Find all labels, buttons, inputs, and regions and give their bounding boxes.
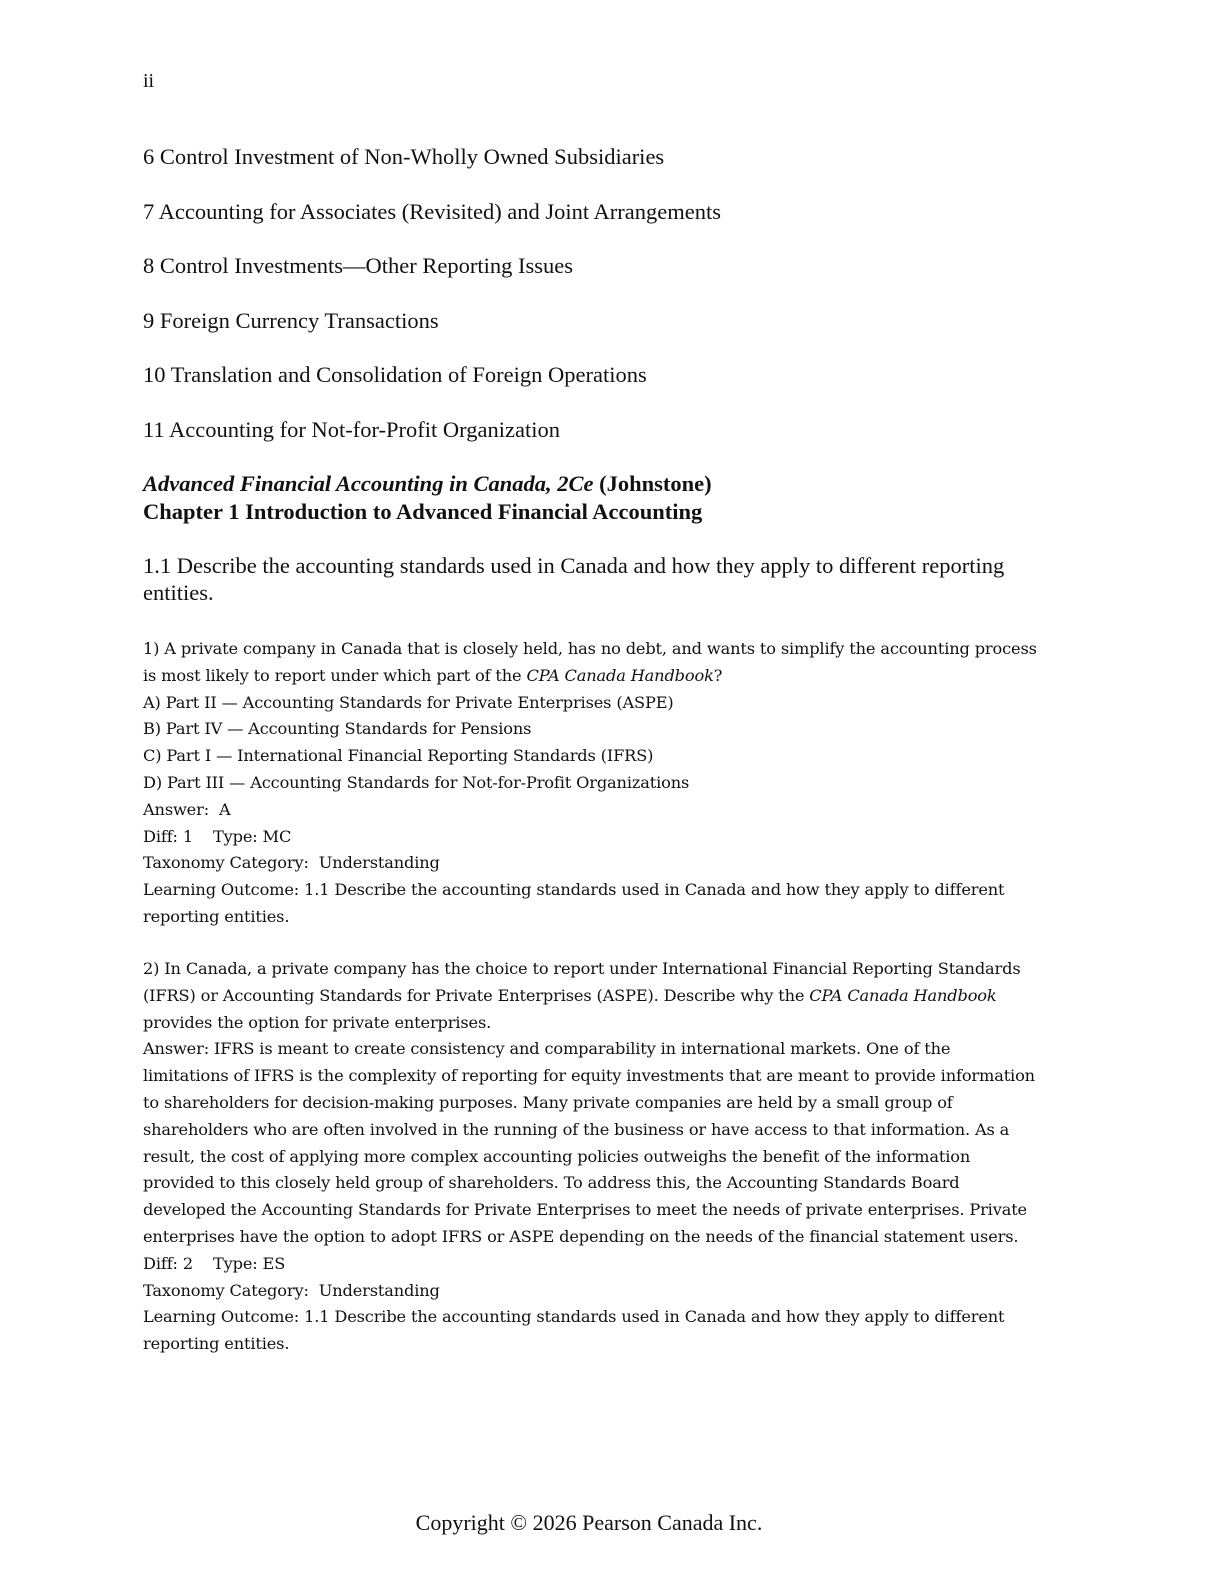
- handbook-reference: CPA Canada Handbook: [526, 665, 714, 685]
- difficulty-type: Diff: 1 Type: MC: [143, 826, 292, 846]
- taxonomy: Taxonomy Category: Understanding: [143, 1280, 440, 1300]
- stem-text-end: provides the option for private enterprises.: [143, 1012, 492, 1032]
- learning-outcome: Learning Outcome: 1.1 Describe the accounting standards used in Canada and how they apply to different reporting entities.: [143, 1307, 1005, 1354]
- difficulty-type: Diff: 2 Type: ES: [143, 1253, 286, 1273]
- page-number: ii: [143, 70, 155, 92]
- toc-item: 8 Control Investments—Other Reporting Issues: [143, 253, 573, 278]
- table-of-contents: [143, 140, 1083, 467]
- toc-item: 11 Accounting for Not-for-Profit Organization: [143, 416, 560, 442]
- chapter-heading: [143, 470, 1083, 526]
- learning-objective: 1.1 Describe the accounting standards used in Canada and how they apply to different reporting entities.: [143, 553, 1005, 605]
- taxonomy: Taxonomy Category: Understanding: [143, 853, 440, 873]
- stem-text: 2) In Canada, a private company has the choice to report under International Financial Reporting Standards (IFRS) or Accounting Standards for Private Enterprises (ASPE). Describe why the: [143, 959, 1021, 1005]
- option-b: B) Part IV — Accounting Standards for Pensions: [143, 719, 532, 739]
- question-1: [143, 636, 1038, 931]
- question-stem: [143, 636, 1038, 690]
- book-title: Advanced Financial Accounting in Canada, 2Ce: [143, 471, 594, 496]
- option-c: C) Part I — International Financial Reporting Standards (IFRS): [143, 746, 654, 766]
- answer: Answer: IFRS is meant to create consistency and comparability in international markets. One of the limitations of IFRS is the complexity of reporting for equity investments that are meant to provide information to shareholders for decision-making purposes. Many private companies are held by a small group of shareholders who are often involved in the running of the business or have access to that information. As a result, the cost of applying more complex accounting policies outweighs the benefit of the information provided to this closely held group of shareholders. To address this, the Accounting Standards Board developed the Accounting Standards for Private Enterprises to meet the needs of private enterprises. Private enterprises have the option to adopt IFRS or ASPE depending on the needs of the financial statement users.: [143, 1039, 1035, 1246]
- toc-item: 6 Control Investment of Non-Wholly Owned Subsidiaries: [143, 144, 665, 169]
- option-a: A) Part II — Accounting Standards for Private Enterprises (ASPE): [143, 692, 674, 712]
- chapter-title: Chapter 1 Introduction to Advanced Financial Accounting: [143, 499, 703, 524]
- stem-text-end: ?: [713, 665, 723, 685]
- book-title-line: [143, 470, 1083, 498]
- stem-text: 1) A private company in Canada that is closely held, has no debt, and wants to simplify the accounting process is most likely to report under which part of the: [143, 639, 1037, 685]
- toc-item: 9 Foreign Currency Transactions: [143, 307, 439, 333]
- answer: Answer: A: [143, 799, 231, 819]
- copyright-footer: Copyright © 2026 Pearson Canada Inc.: [415, 1510, 763, 1535]
- toc-item: 10 Translation and Consolidation of Foreign Operations: [143, 362, 647, 387]
- author: (Johnstone): [593, 471, 712, 496]
- question-stem: [143, 956, 1038, 1036]
- question-2: [143, 956, 1038, 1358]
- learning-outcome: Learning Outcome: 1.1 Describe the accounting standards used in Canada and how they apply to different reporting entities.: [143, 880, 1005, 926]
- option-d: D) Part III — Accounting Standards for Not-for-Profit Organizations: [143, 772, 690, 792]
- handbook-reference: CPA Canada Handbook: [809, 985, 997, 1005]
- toc-item: 7 Accounting for Associates (Revisited) and Joint Arrangements: [143, 198, 722, 224]
